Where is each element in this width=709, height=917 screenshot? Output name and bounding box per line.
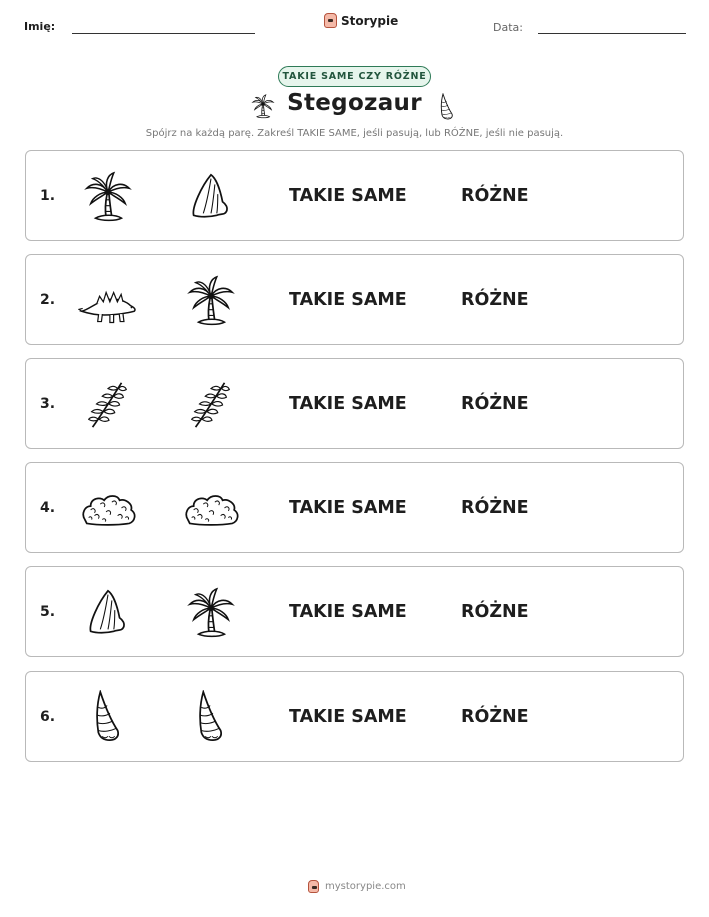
item-number: 1. bbox=[40, 188, 56, 204]
list-item bbox=[25, 462, 684, 553]
horn-icon bbox=[181, 690, 241, 744]
option-different[interactable]: RÓŻNE bbox=[461, 602, 529, 622]
name-field-line[interactable] bbox=[72, 33, 255, 34]
item-number: 2. bbox=[40, 292, 56, 308]
option-different[interactable]: RÓŻNE bbox=[461, 707, 529, 727]
item-number: 4. bbox=[40, 500, 56, 516]
item-number: 6. bbox=[40, 709, 56, 725]
footer-site[interactable]: mystorypie.com bbox=[325, 881, 406, 892]
palm-tree-icon bbox=[181, 585, 241, 639]
page-title: Stegozaur bbox=[287, 90, 422, 116]
volcano-rock-icon bbox=[181, 169, 241, 223]
list-item bbox=[25, 566, 684, 657]
bush-icon bbox=[181, 481, 241, 535]
option-different[interactable]: RÓŻNE bbox=[461, 498, 529, 518]
storypie-logo-icon bbox=[308, 880, 319, 893]
list-item bbox=[25, 671, 684, 762]
volcano-rock-icon bbox=[78, 585, 138, 639]
horn-icon bbox=[78, 690, 138, 744]
date-label: Data: bbox=[493, 21, 523, 34]
palm-tree-icon bbox=[78, 169, 138, 223]
list-item bbox=[25, 358, 684, 449]
horn-icon bbox=[436, 93, 458, 121]
option-different[interactable]: RÓŻNE bbox=[461, 394, 529, 414]
name-label: Imię: bbox=[24, 20, 56, 33]
option-same[interactable]: TAKIE SAME bbox=[289, 394, 407, 414]
option-same[interactable]: TAKIE SAME bbox=[289, 290, 407, 310]
storypie-logo-icon bbox=[324, 13, 337, 28]
brand-name: Storypie bbox=[341, 13, 399, 28]
stegosaurus-icon bbox=[78, 273, 138, 327]
brand-logo bbox=[324, 13, 398, 28]
list-item bbox=[25, 254, 684, 345]
option-same[interactable]: TAKIE SAME bbox=[289, 498, 407, 518]
fern-leaf-icon bbox=[181, 377, 241, 431]
option-different[interactable]: RÓŻNE bbox=[461, 186, 529, 206]
fern-leaf-icon bbox=[78, 377, 138, 431]
footer bbox=[308, 880, 406, 893]
worksheet-type-badge: TAKIE SAME CZY RÓŻNE bbox=[278, 66, 431, 87]
option-different[interactable]: RÓŻNE bbox=[461, 290, 529, 310]
item-number: 5. bbox=[40, 604, 56, 620]
item-number: 3. bbox=[40, 396, 56, 412]
bush-icon bbox=[78, 481, 138, 535]
option-same[interactable]: TAKIE SAME bbox=[289, 186, 407, 206]
option-same[interactable]: TAKIE SAME bbox=[289, 602, 407, 622]
instructions: Spójrz na każdą parę. Zakreśl TAKIE SAME, jeśli pasują, lub RÓŻNE, jeśli nie pasują. bbox=[145, 128, 564, 139]
option-same[interactable]: TAKIE SAME bbox=[289, 707, 407, 727]
palm-tree-icon bbox=[181, 273, 241, 327]
list-item bbox=[25, 150, 684, 241]
date-field-line[interactable] bbox=[538, 33, 686, 34]
